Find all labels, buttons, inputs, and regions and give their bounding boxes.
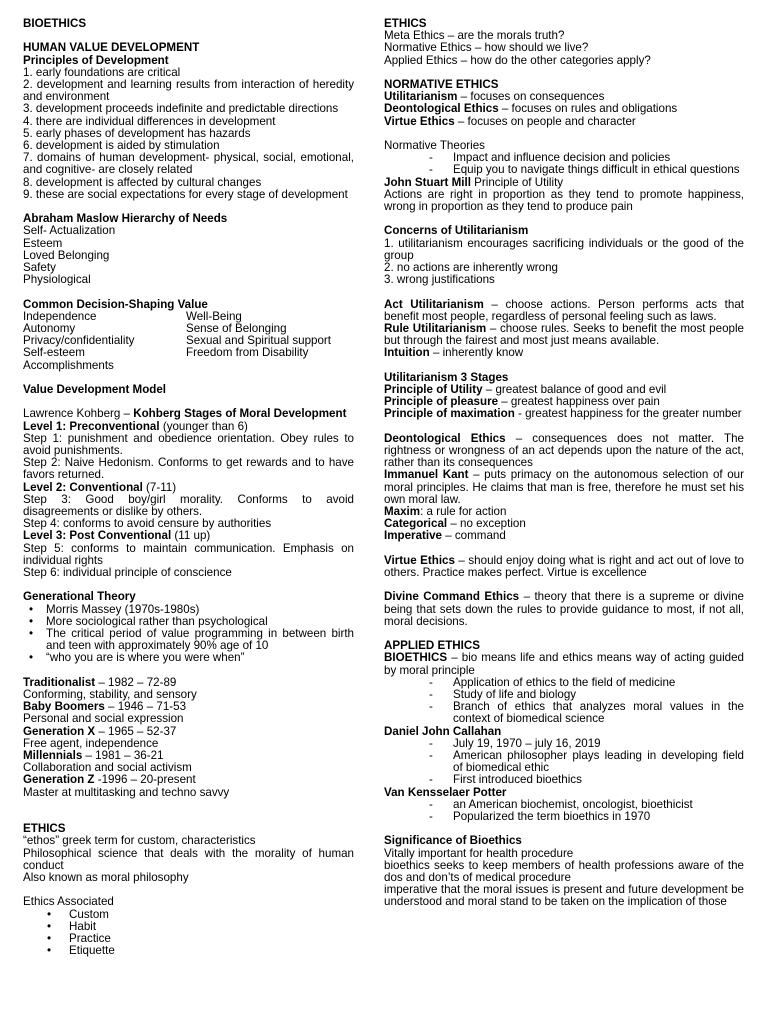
mill-principle: Principle of Utility [470,175,564,189]
step-2: Step 2: Naive Hedonism. Conforms to get rewards and to have favors returned. [23,456,354,482]
step-3: Step 3: Good boy/girl morality. Conforms to avoid disagreements or dislike by others. [23,492,354,519]
generation-desc: Collaboration and social activism [23,761,192,775]
term: Rule Utilitarianism [384,322,487,336]
ethics-line: Meta Ethics – are the morals truth? [384,29,565,43]
values-heading: Common Decision-Shaping Value [23,297,208,311]
ethics-line: Normative Ethics – how should we live? [384,41,589,55]
step-4: Step 4: conforms to avoid censure by authorities [23,517,272,531]
term-line [384,530,744,542]
level-label: Level 3: Post Conventional [23,529,172,543]
list-item: 3. wrong justifications [384,273,495,287]
term: Act Utilitarianism [384,297,484,311]
bullet-item: • Custom [23,909,354,921]
right-column [384,18,744,909]
level-label: Level 1: Preconventional [23,419,160,433]
term-def: – greatest happiness over pain [498,395,660,409]
generation-years: – 1981 – 36-21 [82,749,164,763]
term: Principle of pleasure [384,395,499,409]
significance-heading: Significance of Bioethics [384,834,522,848]
term-def: – inherently know [429,346,524,360]
bullet-item: • Etiquette [23,945,354,957]
level-age: (11 up) [171,529,211,543]
concerns-heading: Concerns of Utilitarianism [384,224,529,238]
value-cell: Autonomy [23,322,76,336]
term: BIOETHICS [384,651,448,665]
level-age: (7-11) [142,480,177,494]
bullet-item: • The critical period of value programming in between birth and teen with approximately 90% age of 10 [23,628,354,652]
dash-item: - Study of life and biology [384,689,744,701]
term-def: – should enjoy doing what is right and act out of love to others. Practice makes perfect. Virtue is excellence [384,553,744,580]
generation-years: -1996 – 20-present [94,773,196,787]
term: Principle of Utility [384,383,483,397]
list-item: Safety [23,261,56,275]
level-2 [23,482,354,494]
ethics-heading: ETHICS [384,17,427,30]
term: Categorical [384,517,448,531]
step-6: Step 6: individual principle of conscience [23,566,232,580]
list-item: 2. no actions are inherently wrong [384,261,559,275]
term-def: – focuses on rules and obligations [498,102,678,116]
list-item: 2. development and learning results from interaction of heredity and environment [23,78,354,104]
value-cell: Sense of Belonging [186,322,287,336]
term-def: – theory that there is a supreme or divine being that sets down the rules to provide guidance to most, if not all, moral decisions. [384,590,744,628]
maslow-heading: Abraham Maslow Hierarchy of Needs [23,212,228,226]
generation-years: – 1982 – 72-89 [95,675,177,689]
ethics-heading: ETHICS [23,822,66,836]
generation-name: Traditionalist [23,675,96,689]
list-item: Self- Actualization [23,224,116,238]
stages-heading: Utilitarianism 3 Stages [384,370,509,384]
value-cell: Accomplishments [23,358,114,372]
applied-heading: APPLIED ETHICS [384,639,480,653]
ethics-line: Also known as moral philosophy [23,871,189,885]
term: Utilitarianism [384,90,458,104]
list-item: 5. early phases of development has hazards [23,126,251,140]
generation-line [23,774,354,786]
value-cell: Freedom from Disability [186,346,309,360]
kohlberg-prefix: Lawrence Kohberg – [23,407,134,421]
term-def: – choose rules. Seeks to benefit the most people but through the fairest and most just means available. [384,322,744,348]
term: Principle of maximation [384,407,515,421]
left-column [23,18,354,958]
list-item: 9. these are social expectations for every stage of development [23,187,348,201]
document-title: BIOETHICS [23,17,87,30]
term-def: – greatest balance of good and evil [482,383,667,397]
virtue-ethics [384,555,744,579]
bullet-item: • Morris Massey (1970s-1980s) [23,604,354,616]
theories-heading: Normative Theories [384,139,485,152]
values-row [23,347,354,359]
kohlberg-title: Kohberg Stages of Moral Development [133,407,347,421]
significance-line: Vitally important for health procedure [384,846,574,860]
generation-name: Baby Boomers [23,700,105,714]
list-item: 7. domains of human development- physical, social, emotional, and cognitive- are closely related [23,151,354,177]
bullet-item: • More sociological rather than psychological [23,616,354,628]
generation-name: Generation X [23,724,96,738]
generation-years: – 1946 – 71-53 [104,700,187,714]
dash-item: - Application of ethics to the field of medicine [384,677,744,689]
term: Divine Command Ethics [384,590,520,604]
level-age: (younger than 6) [159,419,248,433]
dash-item: - Equip you to navigate things difficult in ethical questions [384,164,744,176]
generation-name: Millennials [23,749,83,763]
potter-heading: Van Kensselaer Potter [384,785,507,799]
ethics-line: Applied Ethics – how do the other categories apply? [384,53,651,67]
vdm-heading: Value Development Model [23,383,167,397]
mill-name: John Stuart Mill [384,175,471,189]
value-cell: Self-esteem [23,346,85,360]
bullet-item: • Practice [23,933,354,945]
value-cell: Sexual and Spiritual support [186,334,332,348]
principles-heading: Principles of Development [23,53,169,67]
list-item: 1. utilitarianism encourages sacrificing individuals or the good of the group [384,236,744,262]
dash-item: - Impact and influence decision and policies [384,152,744,164]
level-3 [23,530,354,542]
step-1: Step 1: punishment and obedience orientation. Obey rules to avoid punishments. [23,431,354,458]
dash-item: - an American biochemist, oncologist, bioethicist [384,799,744,811]
generation-desc: Conforming, stability, and sensory [23,688,197,702]
callahan-heading: Daniel John Callahan [384,724,502,738]
kant [384,469,744,506]
level-1 [23,421,354,433]
list-item: Physiological [23,273,91,287]
list-item: 3. development proceeds indefinite and predictable directions [23,102,339,116]
dash-item: - American philosopher plays leading in developing field of biomedical ethic [384,750,744,774]
value-cell: Well-Being [186,309,242,323]
list-item: Loved Belonging [23,248,110,262]
term: Maxim [384,505,421,519]
assoc-heading: Ethics Associated [23,895,114,909]
term-def: – command [442,529,506,543]
list-item: 6. development is aided by stimulation [23,139,220,153]
deontological [384,433,744,470]
bullet-item: • Habit [23,921,354,933]
significance-line: bioethics seeks to keep members of health professions aware of the dos and don’ts of medical procedure [384,858,744,885]
term-def: – focuses on people and character [454,114,636,128]
list-item: 8. development is affected by cultural changes [23,175,262,189]
dash-item: - First introduced bioethics [384,774,744,786]
list-item: Esteem [23,236,63,250]
generation-name: Generation Z [23,773,95,787]
term-def: – consequences does not matter. The rightness or wrongness of an act depends upon the nature of the act, rather than its consequences [384,431,744,470]
values-row [23,360,354,372]
bioethics-def [384,652,744,676]
term-def: – puts primacy on the autonomous selection of our moral principles. He claims that man is free, therefore he must set his own moral law. [384,468,744,506]
dash-item: - Branch of ethics that analyzes moral values in the context of biomedical science [384,701,744,725]
dash-item: - July 19, 1970 – july 16, 2019 [384,738,744,750]
term-def: : a rule for action [420,505,507,519]
term-def: – no exception [447,517,526,531]
term: Imperative [384,529,442,543]
term: Intuition [384,346,430,360]
dash-item: - Popularized the term bioethics in 1970 [384,811,744,823]
principles-list [23,67,354,201]
list-item: 1. early foundations are critical [23,65,181,79]
bullet-item: • “who you are is where you were when” [23,652,354,664]
term: Virtue Ethics [384,114,455,128]
rule-util [384,323,744,347]
step-5: Step 5: conforms to maintain communication. Emphasis on individual rights [23,541,354,567]
term-line [384,116,744,128]
ethics-line: Philosophical science that deals with the morality of human conduct [23,846,354,872]
term-line [384,408,744,420]
list-item: 4. there are individual differences in development [23,114,276,128]
term: Virtue Ethics [384,553,455,567]
term-def: - greatest happiness for the greater number [514,407,742,421]
ethics-line: “ethos” greek term for custom, characteristics [23,834,256,848]
normative-heading: NORMATIVE ETHICS [384,78,499,91]
mill-line [384,177,744,189]
term: Deontological Ethics [384,102,499,116]
act-util [384,299,744,323]
value-cell: Privacy/confidentiality [23,334,135,348]
generation-desc: Free agent, independence [23,736,159,750]
term-def: – focuses on consequences [457,90,605,104]
level-label: Level 2: Conventional [23,480,143,494]
generation-desc: Master at multitasking and techno savvy [23,785,230,799]
term-def: – bio means life and ethics means way of acting guided by moral principle [384,651,744,677]
generation-desc: Personal and social expression [23,712,184,726]
term-def: – choose actions. Person performs acts that benefit most people, regardless of personal feeling such as laws. [384,297,744,323]
significance-line: imperative that the moral issues is present and future development be understood and moral stand to be taken on the implication of those [384,883,744,909]
mill-text: Actions are right in proportion as they tend to promote happiness, wrong in proportion as they tend to produce pain [384,187,744,214]
value-cell: Independence [23,309,97,323]
term: Immanuel Kant [384,468,469,482]
term: Deontological Ethics [384,431,506,445]
hvd-heading: HUMAN VALUE DEVELOPMENT [23,41,200,55]
divine-command [384,591,744,628]
generation-years: – 1965 – 52-37 [95,724,177,738]
intuition [384,347,744,359]
gen-heading: Generational Theory [23,590,136,604]
